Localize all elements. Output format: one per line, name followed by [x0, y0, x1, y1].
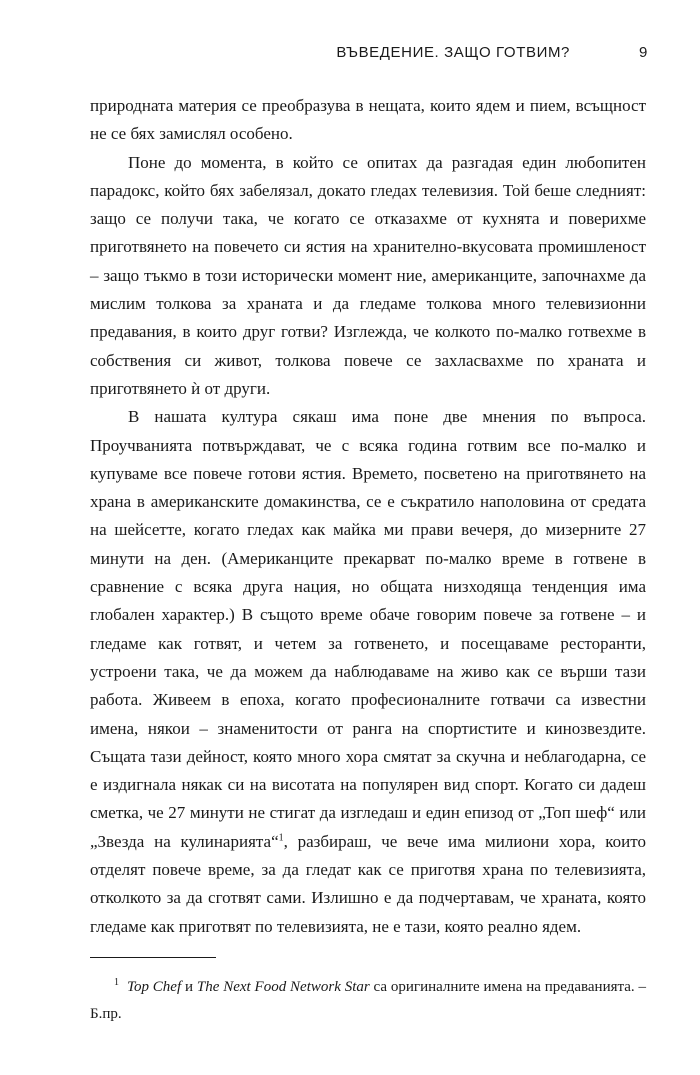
footnote-reference[interactable]: 1: [278, 832, 284, 844]
page-number: 9: [639, 44, 648, 61]
paragraph-1: природната материя се преобразува в нещата, които ядем и пием, всъщност не се бях замислял особено.: [90, 96, 646, 144]
footnote-text: са оригиналните имена на предаванията. – Б.пр.: [90, 979, 647, 1022]
footnote-title-2: The Next Food Network Star: [196, 979, 370, 995]
footnote-title-1: Top Chef: [127, 979, 182, 995]
paragraph-3-text-start: В нашата култура сякаш има поне две мнения по въпроса. Проучванията потвърждават, че с всяка година готвим все по-малко и купуваме все повече готови ястия. Времето, посветено на приготвянето на храна в американските домакинства, се е съкратило наполовина от средата на шейсетте, когато гледах как майка ми прави вечеря, до мизерните 27 минути на ден. (Американците прекарват по-малко време в готвене в сравнение с всяка друга нация, но общата низходяща тенденция има глобален характер.) В същото време обаче говорим повече за готвене – и гледаме как готвят, и четем за готвенето, и посещаваме ресторанти, устроени така, че да можем да наблюдаваме на живо как се върши тази работа. Живеем в епоха, когато професионалните готвачи са известни имена, някои – знаменитости от ранга на спортистите и кинозвездите. Същата тази дейност, която много хора смятат за скучна и неблагодарна, се е издигнала някак си на висотата на популярен вид спорт. Когато си дадеш сметка, че 27 минути не стигат да изгледаш и един епизод от „Топ шеф“ или „Звезда на кулинарията“: [90, 407, 646, 851]
body-text: [90, 92, 646, 941]
footnote-number: 1: [114, 977, 119, 988]
footnote-conjunction: и: [181, 979, 197, 995]
paragraph-3-text-end: , разбираш, че вече има милиони хора, които отделят повече време, за да гледат как се приготвя храна по телевизията, отколкото за да сготвят сами. Излишно е да подчертавам, че храната, която гледаме как приготвят по телевизията, не е тази, която реално ядем.: [90, 831, 646, 936]
running-header: [90, 44, 648, 66]
footnote: [90, 974, 646, 1028]
footnote-divider: [90, 957, 216, 958]
paragraph-3: [90, 403, 646, 941]
paragraph-2: Поне до момента, в който се опитах да разгадая един любопитен парадокс, който бях забелязал, докато гледах телевизия. Той беше следният: защо се получи така, че когато се отказахме от кухнята и поверихме приготвянето на повечето си ястия на хранително-вкусовата промишленост – защо тъкмо в този исторически момент ние, американците, започнахме да мислим толкова за храната и да гледаме толкова много телевизионни предавания, в които друг готви? Изглежда, че колкото по-малко готвехме в собствения си живот, толкова повече се захласвахме по храната и приготвянето ѝ от други.: [90, 152, 646, 398]
running-title: ВЪВЕДЕНИЕ. ЗАЩО ГОТВИМ?: [336, 44, 570, 61]
